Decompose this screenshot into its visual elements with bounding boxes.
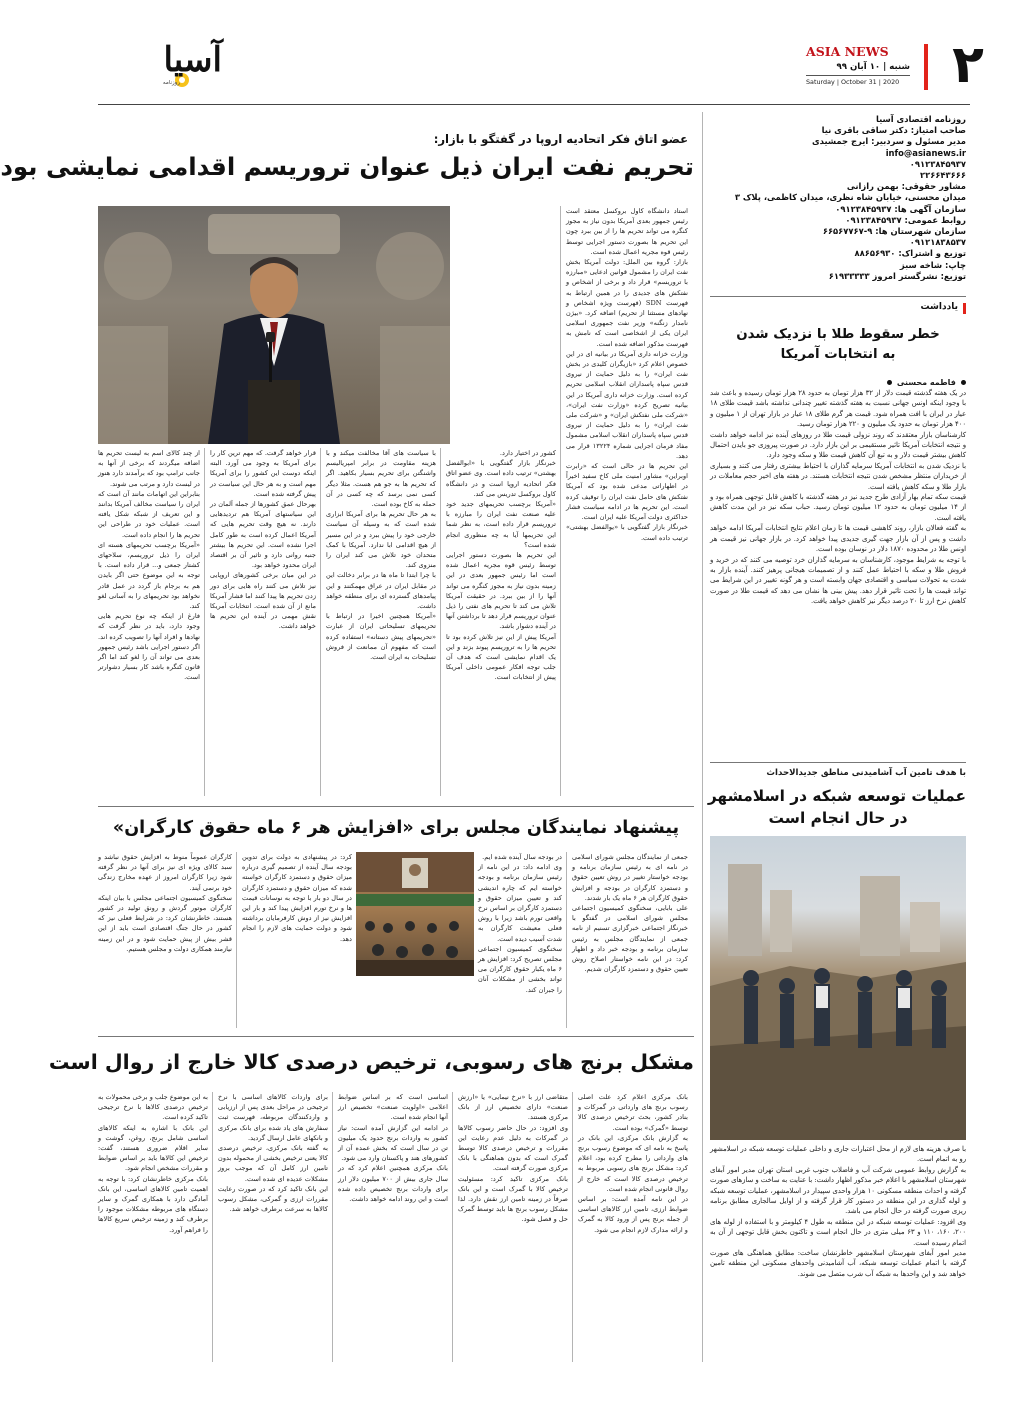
rice-col5: به این موضوع جلب و برخی محمولات به ترخیص درصدی کالاها با نرخ ترجیحی تاکید کرده است. این بانک با اشاره به اینکه کالاهای اساسی شامل برنج، روغن، گوشت و سایر اقلام ضروری هستند، گفت: ترخیص این کالاها باید بر اساس ضوابط و مقررات مشخص انجام شود. بانک مرکزی خاطرنشان کرد: با توجه به اهمیت تامین کالاهای اساسی، این بانک آمادگی دارد با همکاری گمرک و سایر دستگاه های مربوطه مشکلات موجود را برطرف کند و زمینه ترخیص سریع کالاها را فراهم آورد.: [98, 1093, 208, 1234]
publisher-line: روابط عمومی: ۰۹۱۲۳۸۴۵۹۳۷: [845, 214, 966, 225]
speaker-photo: [98, 206, 450, 444]
memo-section-label: [916, 302, 966, 316]
publisher-lines: [734, 114, 966, 282]
brand-latin: ASIA NEWS: [806, 44, 889, 59]
publisher-line: توزیع: نشرگستر امروز ۶۱۹۳۳۳۳۳: [828, 270, 966, 281]
construction-scene-icon: [710, 836, 966, 1140]
memo-title-line2: به انتخابات آمریکا: [780, 347, 896, 362]
main-col5: از چند کالای اسم به لیست تحریم ها اضافه میگردند که برخی از آنها به جانب ترامپ بود که برآمدند دارد هنوز در لیست دارد و مرتب می شوند. بنابراین این اتهامات مانند آن است که ایران را سیاست مخالف آمریکا بدانند و این تعریف از شبکه شکل یافته است. عملیات خود در طراحی این تحریم ها را انجام داده است. «آمریکا برچسب تحریمهای هسته ای ایران را ذیل تروریسم، سلاحهای کشتار جمعی و... قرار داده است. با توجه به این موضوع حتی اگر بایدن هم به برجام باز گردد در عمل قادر نخواهد بود تحریمهای را به آسانی لغو کند. فارغ از اینکه چه نوع تحریم هایی وجود دارد، باید در نظر گرفت که نهادها و افراد آنها را تصویب کرده اند. اگر دستور اجرایی باشد رئیس جمهور بعدی می تواند آن را لغو کند اما اگر قانون کنگره باشد کار بسیار دشوارتر است.: [98, 449, 200, 682]
publisher-line: صاحب امتیاز: دکتر ساقی باقری نیا: [821, 125, 966, 136]
publisher-line: مدیر مسئول و سردبیر: ایرج جمشیدی: [811, 136, 966, 147]
memo-author: فاطمه محسنی: [896, 378, 956, 387]
publisher-line[interactable]: info@asianews.ir: [885, 147, 966, 158]
masthead-divider: [924, 44, 928, 90]
publisher-line: ۰۹۱۲۱۸۳۸۵۳۷: [909, 237, 966, 248]
rice-col3: اساسی است که بر اساس ضوابط اعلامی «اولویت صنعت» تخصیص ارز آنها انجام شده است. در ادامه این گزارش آمده است: نیاز کشور به واردات برنج حدود یک میلیون تن در سال است که بخش عمده آن از کشورهای هند و پاکستان وارد می شود. بانک مرکزی همچنین اعلام کرد که در سال جاری بیش از ۷۰۰ میلیون دلار ارز برای واردات برنج تخصیص داده شده است و این روند ادامه خواهد داشت.: [338, 1093, 449, 1204]
publisher-line: چاپ: شاخه سبز: [899, 259, 966, 270]
memo-byline: [710, 372, 966, 387]
asia-logo: [146, 40, 224, 92]
main-col2: کشور در اختیار دارد. خبرنگار بازار گفتگویی با «ابوالفضل بهشتی» ترتیب داده است. وی عضو اتاق فکر اتحادیه اروپا است و در دانشگاه کاول بروکسل تدریس می کند. «آمریکا برچسب تحریمهای جدید خود علیه صنعت نفت ایران را مبارزه با تروریسم قرار داده است، به نظر شما این تحریمها آیا به چه منظوری انجام شده است؟ این تحریم ها بصورت دستور اجرایی توسط رئیس قوه مجریه اعمال شده است اما رئیس جمهور بعدی در این زمینه بدون نیاز به مجوز کنگره می تواند آنها را از بین ببرد. در حقیقت آمریکا تلاش می کند تا تحریم های نفتی را ذیل عنوان تروریسم قرار دهد تا برداشتن آنها در آینده دشوار باشد. آمریکا پیش از این نیز تلاش کرده بود تا تحریم ها را به تروریسم پیوند بزند و این یک اقدام نمایشی است که هدف آن جلب توجه افکار عمومی داخلی آمریکا پیش از انتخابات است.: [446, 449, 556, 682]
main-col1: استاد دانشگاه کاول بروکسل معتقد است رئیس جمهور بعدی آمریکا بدون نیاز به مجوز کنگره می تواند تحریم ها را از بین ببرد چون این تحریم ها بصورت دستور اجرایی توسط رئیس قوه مجریه اعمال شده است. بازار: گروه بین الملل: دولت آمریکا بخش نفت ایران را مشمول قوانین ادعایی «مبارزه با تروریسم» قرار داد و برخی از اشخاص و نفتکش های جدیدی را در همین ارتباط به فهرست SDN (فهرست ویژه اشخاص و نهادهای مستثنا از تحریم) اضافه کرد. «بیژن نامدار زنگنه» وزیر نفت جمهوری اسلامی ایران یکی از اشخاصی است که نامش به فهرست مذکور اضافه شده است. وزارت خزانه داری آمریکا در بیانیه ای در این خصوص اعلام کرد «بازیگران کلیدی در بخش نفت ایران» را به دلیل حمایت از نیروی قدس سپاه پاسداران انقلاب اسلامی تحریم کرده است. وزارت خزانه داری آمریکا در این بیانیه تصریح کرده «وزارت نفت ایران»، «شرکت ملی نفتکش ایران» و «شرکت ملی نفت ایران» را به دلیل حمایت از نیروی قدس سپاه پاسداران انقلاب اسلامی مشمول مفاد فرمان اجرایی شماره ۱۳۲۲۴ قرار می دهد. این تحریم ها در حالی است که «رابرت اوبراین» مشاور امنیت ملی کاخ سفید اخیراً در اظهاراتی مدعی شده بود که آمریکا نفتکش های حامل نفت ایران را توقیف کرده است. این تحریم ها در ادامه سیاست فشار حداکثری دولت آمریکا علیه ایران است. خبرنگار بازار گفتگویی با «یوالفضل بهشتی» ترتیب داده است.: [566, 207, 688, 542]
rice-headline: مشکل برنج های رسوبی، ترخیص درصدی کالا خارج از روال است: [48, 1050, 694, 1074]
water-construction-photo: [710, 836, 966, 1140]
water-body: با صرف هزینه های لازم از محل اعتبارات جاری و داخلی عملیات توسعه شبکه در اسلامشهر رو به اتمام است. به گزارش روابط عمومی شرکت آب و فاضلاب جنوب غربی استان تهران مدیر امور آبفای شهرستان اسلامشهر با اعلام خبر مذکور اظهار داشت: با عنایت به ساخت و سازهای صورت گرفته و احداث منطقه مسکونی ۱۰ هزار واحدی سپیدار در اسلامشهر، عملیات توسعه شبکه و لوله گذاری در این منطقه در دستور کار قرار گرفته و از اوایل سالجاری مطابق برنامه ریزی صورت گرفته در حال انجام می باشد. وی افزود: عملیات توسعه شبکه در این منطقه به طول ۴ کیلومتر و با استفاده از لوله های ۲۰۰، ۱۶۰، ۱۱۰ و ۶۳ میلی متری در حال انجام است و تاکنون بخش قابل توجهی از آن به اتمام رسیده است. مدیر امور آبفای شهرستان اسلامشهر خاطرنشان ساخت: مطابق هماهنگی های صورت گرفته با اتمام عملیات توسعه شبکه، آب آشامیدنی واحدهای مسکونی این منطقه تامین خواهد شد و این واحدها به شبکه آب شرب متصل می شوند.: [710, 1145, 967, 1278]
publisher-line: سازمان آگهی ها: ۰۹۱۲۳۸۴۵۹۳۷: [835, 203, 966, 214]
publisher-line: توزیع و اشتراک: ۸۸۶۵۶۹۳۰: [854, 248, 966, 259]
main-col3: با سیاست های آقا مخالفت میکند و با هزینه مقاومت در برابر امپریالیسم واشنگتن برای تحریم بسیار بکاهید. اگر که تحریم ها به جو هم هست. مثلا دیگر کسی نمی برسد که چه کسی در آن حمله به کاخ بوده است. به هر حال تحریم ها برای آمریکا ابزاری شده است که به وسیله آن سیاست خارجی خود را پیش ببرد و در این مسیر از هیچ اقدامی ابا ندارد. آمریکا با کمک متحدان خود تلاش می کند ایران را منزوی کند. با چرا ابتدا تا ماه ها در برابر دخالت این در مقابل ایران در عراق مهمکنند و این پیامدهای گسترده ای برای منطقه خواهد داشت. «آمریکا همچنین اخیرا در ارتباط با تحریمهای تسلیحاتی ایران از عبارت «تحریمهای پیش دستانه» استفاده کرده است که مفهوم آن ممانعت از فروش تسلیحات به ایران است.: [326, 449, 436, 662]
parliament-col1: جمعی از نمایندگان مجلس شورای اسلامی در نامه ای به رئیس سازمان برنامه و بودجه خواستار تغییر در روش تعیین حقوق و دستمزد کارگران در بودجه و افزایش حقوق کارگران هر ۶ ماه یک بار شدند. علی بابایی، سخنگوی کمیسیون اجتماعی مجلس شورای اسلامی در گفتگو با خبرنگار اجتماعی خبرگزاری تسنیم از نامه جمعی از نمایندگان مجلس به رئیس سازمان برنامه و بودجه خبر داد و اظهار کرد: در این نامه خواستار اصلاح روش تعیین حقوق و دستمزد کارگران شدیم.: [572, 853, 688, 974]
memo-label-bar: [963, 303, 966, 314]
logo-wordmark: آسیا: [163, 40, 222, 80]
rice-col1: بانک مرکزی اعلام کرد علت اصلی رسوب برنج های وارداتی در گمرکات و بنادر کشور، بحث ترخیص درصدی کالا توسط «گمرک» بوده است. به گزارش بانک مرکزی، این بانک در پاسخ به نامه ای که موضوع رسوب برنج های وارداتی را مطرح کرده بود، اعلام کرد: مشکل برنج های رسوبی مربوط به ترخیص درصدی کالا است که خارج از روال قانونی انجام شده است. در این نامه آمده است: بر اساس ضوابط ارزی، تامین ارز کالاهای اساسی از جمله برنج پس از ورود کالا به گمرک و ارائه مدارک لازم انجام می شود.: [578, 1093, 688, 1234]
speaker-at-podium-icon: [98, 206, 450, 444]
memo-title-line1: خطر سقوط طلا با نزدیک شدن: [736, 327, 940, 342]
water-headline-line2: در حال انجام است: [768, 809, 908, 827]
memo-label-text: یادداشت: [920, 302, 958, 312]
parliament-session-icon: [356, 852, 474, 976]
parliament-col2: در بودجه سال آینده شده ایم. وی ادامه داد: در این نامه از رئیس سازمان برنامه و بودجه خواسته ایم که چاره اندیشی کند و تعیین میزان حقوق و دستمزد کارگران بر اساس نرخ واقعی تورم باشد زیرا با روش فعلی معیشت کارگران به شدت آسیب دیده است. سخنگوی کمیسیون اجتماعی مجلس تصریح کرد: افزایش هر ۶ ماه یکبار حقوق کارگران می تواند بخشی از مشکلات آنان را جبران کند.: [478, 853, 562, 994]
rice-col2: متقاضی ارز با «نرخ نیمایی» یا «ارزش صنعت» دارای تخصیص ارز از بانک مرکزی هستند. وی افزود: در حال حاضر رسوب کالاها در گمرکات به دلیل عدم رعایت این مقررات و ترخیص درصدی کالا توسط گمرک است که بدون هماهنگی با بانک مرکزی صورت گرفته است. بانک مرکزی تاکید کرد: مسئولیت ترخیص کالا با گمرک است و این بانک صرفاً در زمینه تامین ارز نقش دارد. لذا مشکل رسوب برنج ها باید توسط گمرک حل و فصل شود.: [458, 1093, 568, 1224]
bullet-icon: [961, 380, 966, 385]
issue-date-en: Saturday | October 31 | 2020: [806, 78, 900, 86]
main-headline: تحریم نفت ایران ذیل عنوان تروریسم اقدامی نمایشی بود: [0, 152, 694, 181]
rice-col4: برای واردات کالاهای اساسی با نرخ ترجیحی در مراحل بعدی پس از ارزیابی و واردکنندگان مربوطه، فهرست ثبت سفارش های یاد شده برای بانک مرکزی و بانکهای عامل ارسال گردید. به گفته بانک مرکزی، ترخیص درصدی کالا یعنی ترخیص بخشی از محموله بدون تامین ارز کامل آن که موجب بروز مشکلات عدیده ای شده است. این بانک تاکید کرد که در صورت رعایت مقررات ارزی و گمرکی، مشکل رسوب کالاها به سرعت برطرف خواهد شد.: [218, 1093, 328, 1214]
parliament-col3: کرد: در پیشنهادی به دولت برای تدوین بودجه سال آینده از تصمیم گیری درباره میزان حقوق و دستمزد کارگران خواسته شده که میزان حقوق و دستمزد کارگران در سال دو بار با توجه به نوسانات قیمت ها و نرخ تورم افزایش پیدا کند و بار این افزایش نیز از دوش کارفرمایان برداشته شود و دولت حمایت های لازم را انجام دهد.: [239, 853, 352, 943]
publisher-line: مشاور حقوقی: بهمن رازانی: [846, 181, 966, 192]
parliament-headline: پیشنهاد نمایندگان مجلس برای «افزایش هر ۶ ماه حقوق کارگران»: [112, 818, 680, 838]
water-headline-line1: عملیات توسعه شبکه در اسلامشهر: [707, 787, 966, 805]
publisher-line: سازمان شهرستان ها: ۹-۶۶۵۶۷۷۶۷: [822, 226, 966, 237]
main-kicker: عضو اتاق فکر اتحادیه اروپا در گفتگو با بازار:: [433, 132, 688, 146]
water-kicker: با هدف تامین آب آشامیدنی مناطق جدیدالاحداث: [766, 768, 966, 778]
publisher-line: روزنامه اقتصادی آسیا: [875, 114, 966, 124]
publisher-box: [734, 114, 966, 288]
publisher-line: ۲۲۶۶۴۳۶۶۶: [919, 170, 966, 181]
bullet-icon: [887, 380, 892, 385]
issue-date-fa: شنبه | ۱۰ آبان ۹۹: [836, 62, 910, 72]
parliament-col4: کارگران عموماً منوط به افزایش حقوق نباشد و سبد کالای ویژه ای نیز برای آنها در نظر گرفته شود زیرا کارگران امروز از عهده مخارج زندگی خود برنمی آیند. سخنگوی کمیسیون اجتماعی مجلس با بیان اینکه کارگران موتور گردش و رونق تولید در کشور هستند، خاطرنشان کرد: در شرایط فعلی نیز که کشور در حال جنگ اقتصادی است باید از این قشر بیش از پیش حمایت شود و در این زمینه نیازمند همکاری دولت و مجلس هستیم.: [98, 853, 232, 953]
logo-subtitle: روزنامه: [162, 80, 180, 86]
parliament-photo: [356, 852, 474, 976]
memo-body: در یک هفته گذشته قیمت دلار از ۳۲ هزار تومان به حدود ۲۸ هزار تومان رسیده و باعث شد با وجود اینکه اونس جهانی نسبت به هفته گذشته تغییر چندانی نداشته باشد قیمت طلای ۱۸ عیار در ایران با افت همراه شود. قیمت هر گرم طلای ۱۸ عیار در بازار تهران از ۱ میلیون و ۴۰۰ هزار تومان به حدود یک میلیون و ۲۲۰ هزار تومان رسید. کارشناسان بازار معتقدند که روند نزولی قیمت طلا در روزهای آینده نیز ادامه خواهد داشت و نتیجه انتخابات آمریکا تاثیر مستقیمی بر این بازار دارد. در صورت پیروزی جو بایدن احتمال کاهش بیشتر قیمت دلار و به تبع آن کاهش قیمت طلا و سکه وجود دارد. با نزدیک شدن به انتخابات آمریکا سرمایه گذاران با احتیاط بیشتری رفتار می کنند و بسیاری از خریداران منتظر مشخص شدن نتیجه انتخابات هستند. در هفته های اخیر حجم معاملات در بازار طلا و سکه کاهش یافته است. قیمت سکه تمام بهار آزادی طرح جدید نیز در هفته گذشته با کاهش قابل توجهی همراه بود و از ۱۴ میلیون تومان به حدود ۱۲ میلیون تومان رسید. حباب سکه نیز در این مدت کاهش یافته است. به گفته فعالان بازار، روند کاهشی قیمت ها تا زمان اعلام نتایج انتخابات آمریکا ادامه خواهد داشت و پس از آن بازار جهت گیری جدیدی پیدا خواهد کرد. در بازار جهانی نیز قیمت هر اونس طلا در محدوده ۱۸۷۰ دلار در نوسان بوده است. با توجه به شرایط موجود، کارشناسان به سرمایه گذاران خرد توصیه می کنند که در خرید و فروش طلا و سکه با احتیاط عمل کنند و از تصمیمات هیجانی پرهیز کنند. آینده بازار به شدت به تحولات سیاسی و اقتصادی جهان وابسته است و هر گونه تغییر در این شرایط می تواند قیمت ها را تحت تاثیر قرار دهد. پیش بینی ها نشان می دهد که قیمت طلا در صورت کاهش نرخ ارز تا ۲۰ درصد دیگر نیز کاهش خواهد یافت.: [709, 389, 966, 606]
main-col4: قرار خواهد گرفت. که مهم ترین کار را برای آمریکا به وجود می آورد. البته اینکه دوست این کشور را برای آمریکا مهم است و به هر حال این سیاست در پیش گرفته شده است. بهرحال عمق کشورها از جمله آلمان در این سیاستهای آمریکا هم تردیدهایی دارند. نه هیچ وقت تحریم هایی که آمریکا اعمال کرده است به طور کامل اجرا نشده است. این تحریم ها بیشتر جنبه روانی دارد و تاثیر آن بر اقتصاد ایران محدود خواهد بود. در این میان برخی کشورهای اروپایی نیز تلاش می کنند راه هایی برای دور زدن تحریم ها پیدا کنند اما فشار آمریکا مانع از آن شده است. انتخابات آمریکا نقش مهمی در آینده این تحریم ها خواهد داشت.: [210, 449, 316, 631]
publisher-line: میدان محسنی، خیابان شاه نظری، میدان کاظمی، پلاک ۳: [734, 192, 966, 203]
page-number: ۲: [952, 35, 984, 95]
publisher-line: ۰۹۱۲۳۸۴۵۹۳۷: [909, 158, 966, 169]
